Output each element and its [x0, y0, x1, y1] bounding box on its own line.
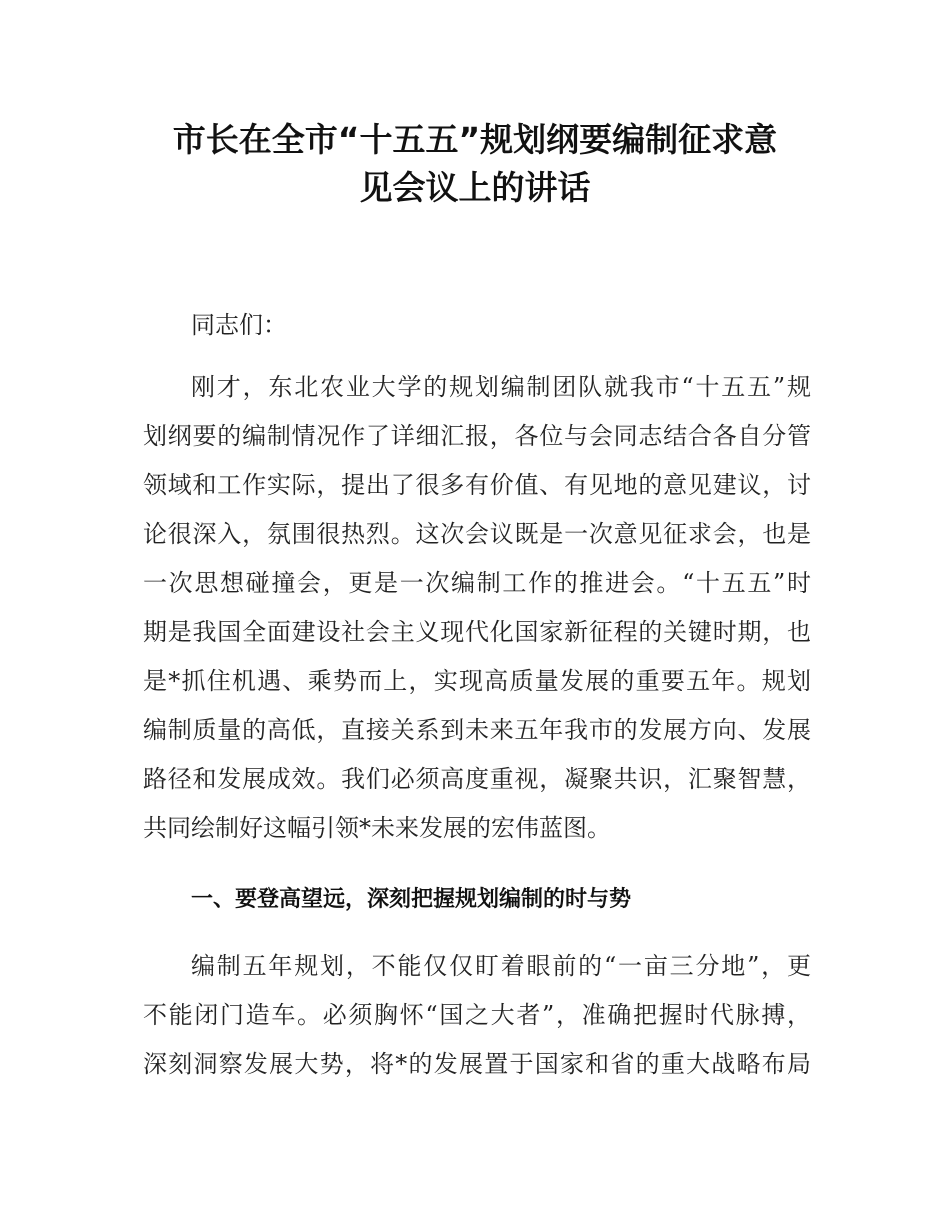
paragraph-line: 是*抓住机遇、乘势而上，实现高质量发展的重要五年。规划	[143, 667, 811, 695]
paragraph-line: 领域和工作实际，提出了很多有价值、有见地的意见建议，讨	[143, 471, 811, 499]
paragraph-line: 刚才，东北农业大学的规划编制团队就我市“十五五”规	[191, 373, 811, 401]
paragraph-line: 论很深入，氛围很热烈。这次会议既是一次意见征求会，也是	[143, 520, 811, 548]
document-title-line-2: 见会议上的讲话	[359, 168, 591, 207]
section-heading-1: 一、要登高望远，深刻把握规划编制的时与势	[191, 887, 632, 912]
paragraph-line: 期是我国全面建设社会主义现代化国家新征程的关键时期，也	[143, 618, 811, 646]
paragraph-line: 深刻洞察发展大势，将*的发展置于国家和省的重大战略布局	[143, 1050, 811, 1078]
paragraph-line: 共同绘制好这幅引领*未来发展的宏伟蓝图。	[143, 814, 611, 842]
paragraph-line: 编制质量的高低，直接关系到未来五年我市的发展方向、发展	[143, 716, 811, 744]
document-title-line-1: 市长在全市“十五五”规划纲要编制征求意	[172, 120, 778, 159]
paragraph-line: 一次思想碰撞会，更是一次编制工作的推进会。“十五五”时	[143, 569, 811, 597]
paragraph-line: 路径和发展成效。我们必须高度重视，凝聚共识，汇聚智慧，	[143, 765, 811, 793]
salutation: 同志们：	[191, 311, 287, 339]
paragraph-line: 不能闭门造车。必须胸怀“国之大者”，准确把握时代脉搏，	[143, 1001, 811, 1029]
paragraph-line: 划纲要的编制情况作了详细汇报，各位与会同志结合各自分管	[143, 422, 811, 450]
paragraph-line: 编制五年规划，不能仅仅盯着眼前的“一亩三分地”，更	[191, 952, 811, 980]
